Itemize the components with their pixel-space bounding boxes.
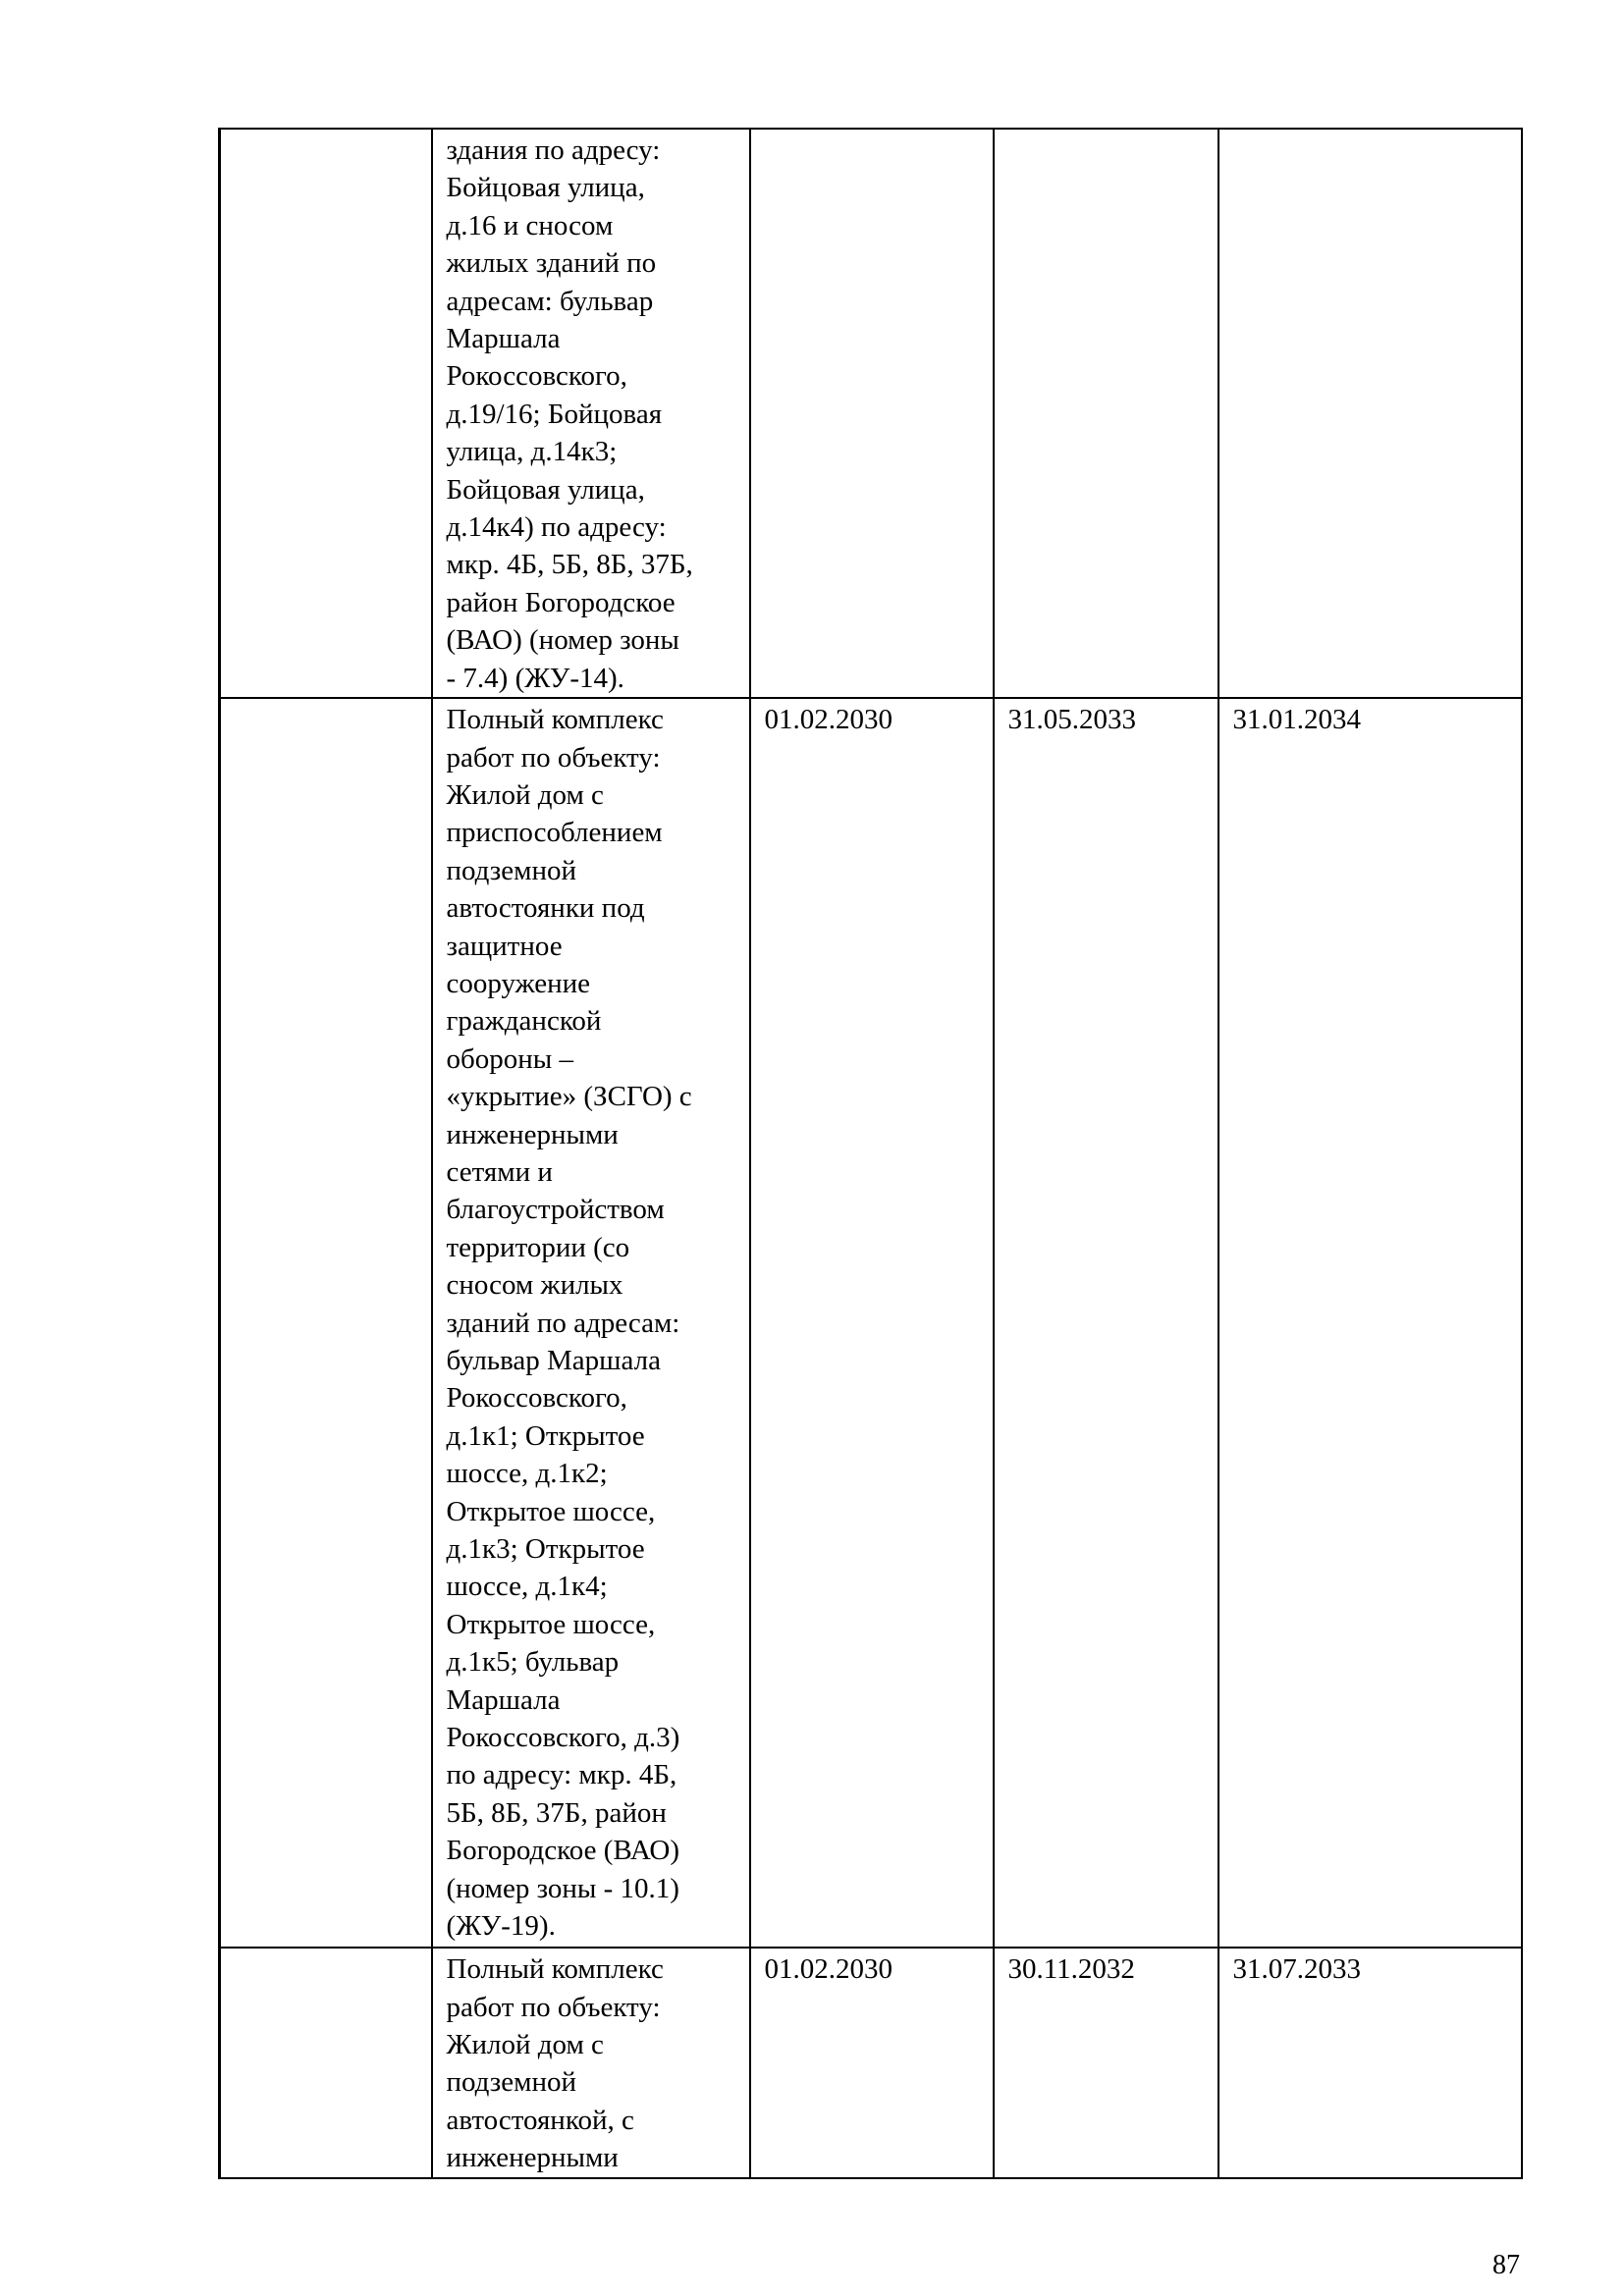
start-date-text: 01.02.2030 xyxy=(764,1953,893,1986)
row-number-cell xyxy=(220,1948,432,2177)
table-row xyxy=(220,698,1522,1948)
start-date-cell xyxy=(750,698,994,1948)
date-2-text xyxy=(995,130,1218,132)
start-date-cell xyxy=(750,129,994,698)
page-number: 87 xyxy=(1492,2250,1520,2280)
description-cell xyxy=(432,1948,750,2177)
description-text: Полный комплекс работ по объекту: Жилой дом с подземной автостоянкой, с инженерными xyxy=(446,1953,664,2174)
table-row xyxy=(220,129,1522,698)
date-2-text: 30.11.2032 xyxy=(1007,1953,1135,1986)
start-date-text xyxy=(751,130,993,132)
description-cell xyxy=(432,698,750,1948)
description-text: здания по адресу: Бойцовая улица, д.16 и сносом жилых зданий по адресам: бульвар Маршала Рокоссовского, д.19/16; Бойцовая улица, д.14к3; Бойцовая улица, д.14к4) по адресу: мкр. 4Б, 5Б, 8Б, 37Б, район Богородское (ВАО) (номер зоны - 7.4) (ЖУ-14). xyxy=(446,134,693,694)
date-3-cell xyxy=(1218,1948,1522,2177)
date-3-cell xyxy=(1218,698,1522,1948)
date-3-text: 31.01.2034 xyxy=(1232,704,1361,736)
date-3-cell xyxy=(1218,129,1522,698)
date-2-text: 31.05.2033 xyxy=(1007,704,1136,736)
date-3-text xyxy=(1219,130,1521,132)
description-cell xyxy=(432,129,750,698)
row-number-cell xyxy=(220,129,432,698)
date-2-cell xyxy=(994,129,1218,698)
row-number-cell xyxy=(220,698,432,1948)
date-3-text: 31.07.2033 xyxy=(1232,1953,1361,1986)
table-row xyxy=(220,1948,1522,2177)
schedule-table xyxy=(218,128,1523,2179)
start-date-cell xyxy=(750,1948,994,2177)
description-text: Полный комплекс работ по объекту: Жилой дом с приспособлением подземной автостоянки под защитное сооружение гражданской обороны – «укрытие» (ЗСГО) с инженерными сетями и благоустройством территории (со сносом жилых зданий по адресам: бульвар Маршала Рокоссовского, д.1к1; Открытое шоссе, д.1к2; Открытое шоссе, д.1к3; Открытое шоссе, д.1к4; Открытое шоссе, д.1к5; бульвар Маршала Рокоссовского, д.3) по адресу: мкр. 4Б, 5Б, 8Б, 37Б, район Богородское (ВАО) (номер зоны - 10.1) (ЖУ-19). xyxy=(446,704,692,1943)
date-2-cell xyxy=(994,698,1218,1948)
start-date-text: 01.02.2030 xyxy=(764,704,893,736)
date-2-cell xyxy=(994,1948,1218,2177)
